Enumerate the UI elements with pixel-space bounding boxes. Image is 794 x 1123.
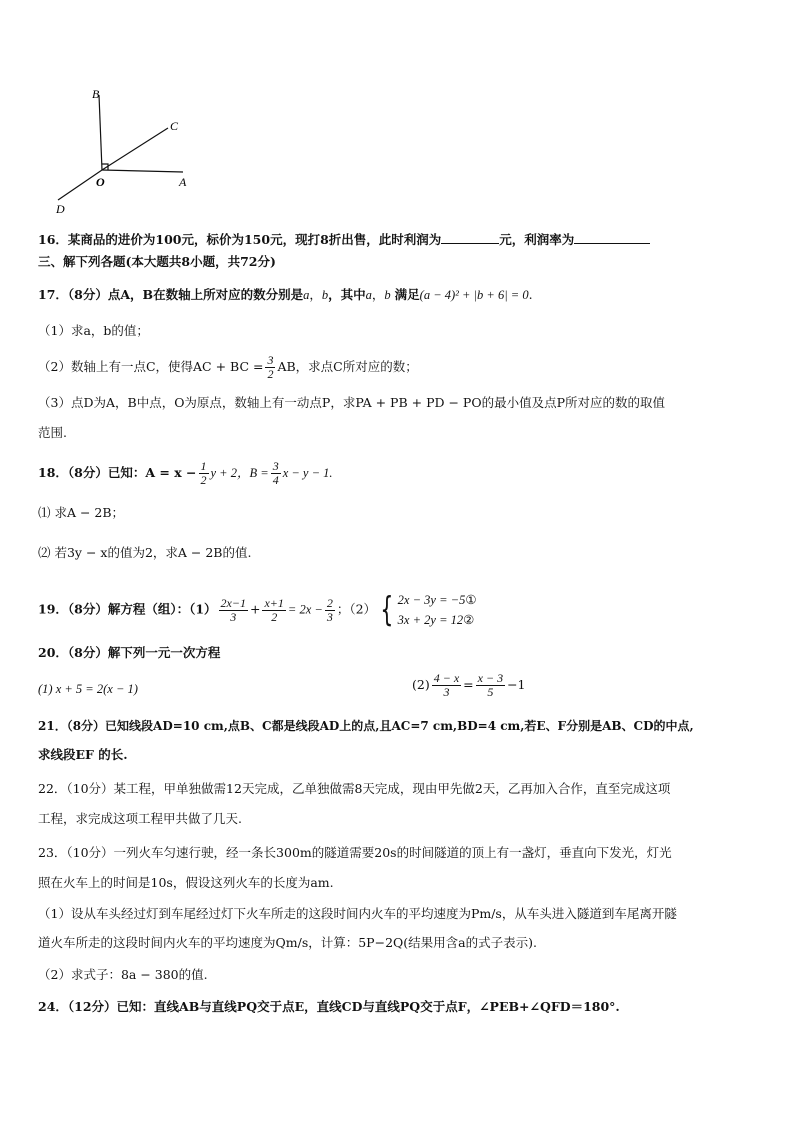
q19-frac-b: [262, 597, 285, 624]
q19-plus: +: [249, 601, 261, 617]
q20-frac-b: [476, 672, 505, 699]
q18-mid1: y + 2，B =: [210, 466, 269, 480]
q20-eq-2: [412, 672, 526, 699]
q17-part-2: [38, 354, 418, 381]
sys2-eq: 3x + 2y = 12: [397, 613, 464, 627]
frac-den: 2: [271, 609, 278, 624]
frac-num: x+1: [264, 595, 284, 610]
q17-p2-post: AB，求点C所对应的数；: [277, 359, 418, 374]
q17-var-a: a: [303, 288, 310, 302]
frac-den: 2: [267, 367, 274, 381]
question-22-line-2: 工程，求完成这项工程甲共做了几天.: [38, 811, 242, 826]
brace-icon: {: [380, 590, 394, 630]
q17-part-3b: 范围.: [38, 425, 67, 440]
q19-frac-c: [325, 597, 335, 624]
frac-den: 5: [487, 685, 494, 699]
question-18-head: [38, 460, 333, 487]
q17-part-1: （1）求a，b的值；: [38, 323, 149, 338]
q17-var-b: b: [321, 288, 329, 302]
q18-part-1: ⑴ 求A − 2B；: [38, 505, 125, 520]
q19-head: 19．（8分）解方程（组）：（1）: [38, 601, 217, 617]
label-a: A: [179, 175, 187, 189]
label-o: O: [96, 175, 105, 189]
frac-num: 2: [326, 595, 333, 610]
frac-den: 3: [443, 685, 450, 699]
frac-num: 3: [272, 459, 279, 473]
q20-e2-pre: (2): [412, 677, 430, 692]
q17-cond-expr: (a − 4)² + |b + 6| = 0: [419, 288, 529, 302]
answer-blank-profit[interactable]: [441, 229, 499, 244]
question-24-line-1: 24．（12分）已知：直线AB与直线PQ交于点E，直线CD与直线PQ交于点F，∠PEB+∠QFD＝180°.: [38, 999, 620, 1014]
question-23-line-5: （2）求式子：8a − 380的值.: [38, 967, 208, 982]
frac-num: 3: [267, 353, 274, 367]
question-21-line-1: 21．（8分）已知线段AD=10 cm,点B、C都是线段AD上的点,且AC=7 cm,BD=4 cm,若E、F分别是AB、CD的中点,: [38, 719, 694, 733]
q18-part-2: ⑵ 若3y − x的值为2，求A − 2B的值.: [38, 545, 252, 560]
frac-num: 1: [200, 459, 207, 473]
q19-sep: ；（2）: [336, 601, 377, 617]
question-23-line-4: 道火车所走的这段时间内火车的平均速度为Qm/s，计算：5P−2Q(结果用含a的式子表示).: [38, 935, 537, 950]
q18-frac-2: [271, 460, 281, 487]
q19-sys-row-1: [398, 590, 477, 610]
question-22-line-1: 22．（10分）某工程，甲单独做需12天完成，乙单独做需8天完成，现由甲先做2天，乙再加入合作，直至完成这项: [38, 781, 671, 796]
question-16: [38, 229, 650, 249]
ray-ob: [99, 95, 102, 170]
question-21-line-2: 求线段EF 的长.: [38, 747, 128, 762]
q18-head: 18．（8分）已知：A = x −: [38, 465, 197, 480]
frac-den: 4: [272, 473, 279, 487]
q16-text: 16．某商品的进价为100元，标价为150元，现打8折出售，此时利润为: [38, 232, 442, 247]
q20-eq-1: [38, 680, 138, 698]
q19-sys-row-2: [398, 610, 477, 630]
frac-num: 4 − x: [433, 671, 460, 685]
question-17-head: 17．（8分）点A，B在数轴上所对应的数分别是a，b，其中a，b 满足(a − 4)² + |b + 6| = 0.: [38, 287, 533, 302]
question-20-head: 20．（8分）解下列一元一次方程: [38, 645, 221, 660]
frac-den: 2: [200, 473, 207, 487]
q20-frac-a: [432, 672, 461, 699]
q19-eq: = 2x −: [287, 602, 323, 617]
q20-e1: (1) x + 5 = 2(x − 1): [38, 682, 138, 696]
q18-mid2: x − y − 1.: [282, 466, 333, 480]
question-23-line-2: 照在火车上的时间是10s，假设这列火车的长度为am.: [38, 875, 334, 890]
q20-eq: =: [463, 677, 474, 692]
question-19: [38, 590, 477, 630]
q19-frac-a: [219, 597, 248, 624]
question-23-line-1: 23．（10分）一列火车匀速行驶，经一条长300m的隧道需要20s的时间隧道的顶上有一盏灯，垂直向下发光，灯光: [38, 845, 672, 860]
sys1-eq: 2x − 3y = −5: [397, 593, 466, 607]
frac-den: 3: [326, 609, 333, 624]
q17-mid: ，其中: [328, 287, 366, 302]
ray-oa: [102, 170, 183, 172]
q17-head-text: 17．（8分）点A，B在数轴上所对应的数分别是: [38, 287, 304, 302]
frac-den: 3: [230, 609, 237, 624]
q17-var-b2: b: [384, 288, 391, 302]
frac-num: 2x−1: [220, 595, 246, 610]
q17-var-a2: a: [365, 288, 372, 302]
angle-figure: [50, 80, 210, 220]
q17-cond-pre: 满足: [394, 287, 420, 302]
q16-mid: 元，利润率为: [499, 232, 575, 247]
ray-oc: [102, 128, 168, 170]
q18-frac-1: [199, 460, 209, 487]
section-3-heading: 三、解下列各题(本大题共8小题，共72分): [38, 254, 276, 269]
q17-part-3: （3）点D为A，B中点，O为原点，数轴上有一动点P，求PA + PB + PD − PO的最小值及点P所对应的数的取值: [38, 395, 665, 410]
circled-1-icon: ①: [465, 593, 477, 607]
answer-blank-rate[interactable]: [574, 229, 650, 244]
question-23-line-3: （1）设从车头经过灯到车尾经过灯下火车所走的这段时间内火车的平均速度为Pm/s，从车头进入隧道到车尾离开隧: [38, 906, 677, 921]
frac-num: x − 3: [477, 671, 504, 685]
circled-2-icon: ②: [463, 613, 475, 627]
q17-fraction: [265, 354, 275, 381]
q19-system: [376, 590, 477, 630]
label-d: D: [56, 202, 65, 216]
q20-post: −1: [507, 677, 526, 692]
label-c: C: [170, 119, 179, 133]
q17-p2-pre: （2）数轴上有一点C，使得AC + BC =: [38, 359, 264, 374]
label-b: B: [92, 87, 100, 101]
